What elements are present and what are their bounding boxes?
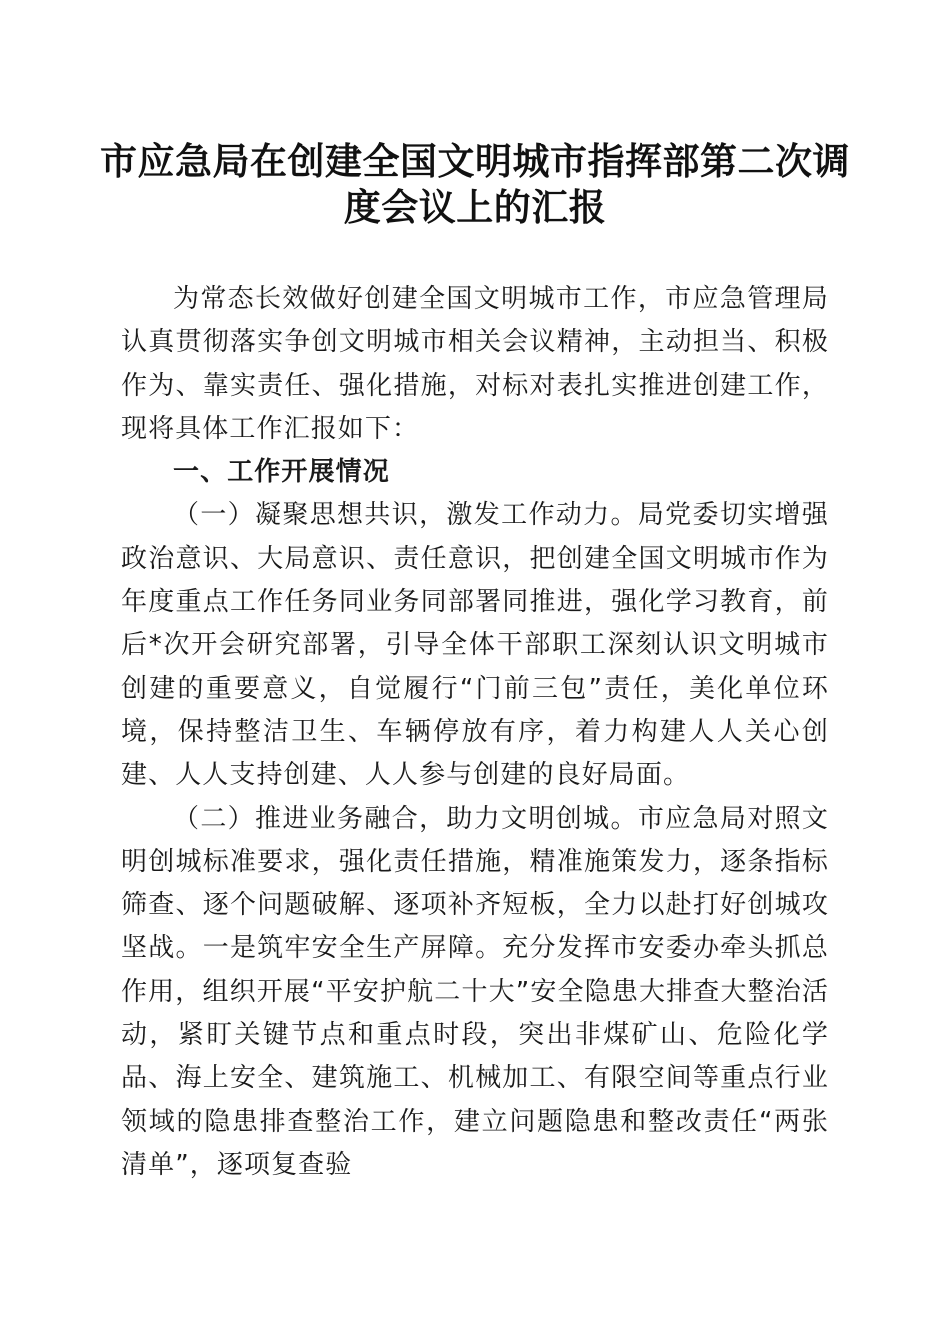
intro-paragraph: 为常态长效做好创建全国文明城市工作，市应急管理局认真贯彻落实争创文明城市相关会议精神，主动担当、积极作为、靠实责任、强化措施，对标对表扎实推进创建工作，现将具体工作汇报如下：	[121, 284, 829, 444]
subsection-2-body: 市应急局对照文明创城标准要求，强化责任措施，精准施策发力，逐条指标筛查、逐个问题破解、逐项补齐短板，全力以赴打好创城攻坚战。一是筑牢安全生产屏障。充分发挥市安委办牵头抓总作用，组织开展“平安护航二十大”安全隐患大排查大整治活动，紧盯关键节点和重点时段，突出非煤矿山、危险化学品、海上安全、建筑施工、机械加工、有限空间等重点行业领域的隐患排查整治工作，建立问题隐患和整改责任“两张清单”，逐项复查验	[121, 803, 830, 1180]
subsection-2-paragraph	[121, 798, 829, 1188]
subsection-2-lead: （二）推进业务融合，助力文明创城。	[173, 803, 638, 834]
subsection-1-body: 局党委切实增强政治意识、大局意识、责任意识，把创建全国文明城市作为年度重点工作任务同业务同部署同推进，强化学习教育，前后*次开会研究部署，引导全体干部职工深刻认识文明城市创建的重要意义，自觉履行“门前三包”责任，美化单位环境，保持整洁卫生、车辆停放有序，着力构建人人关心创建、人人支持创建、人人参与创建的良好局面。	[121, 500, 830, 791]
subsection-1-paragraph	[121, 494, 829, 797]
subsection-1-lead: （一）凝聚思想共识，激发工作动力。	[173, 500, 638, 531]
section-heading-work-progress: 一、工作开展情况	[173, 457, 390, 488]
document-title: 市应急局在创建全国文明城市指挥部第二次调度会议上的汇报	[100, 139, 850, 229]
document-body	[121, 278, 829, 1187]
